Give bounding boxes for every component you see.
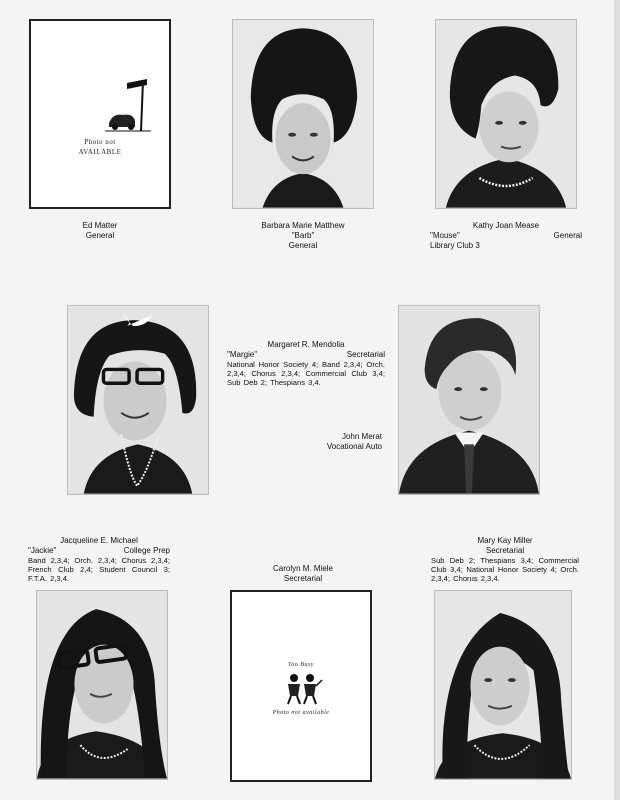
placeholder-caption-line2: AVAILABLE	[78, 148, 122, 156]
student-caption-jacqueline-michael	[28, 536, 170, 583]
student-caption-john-merat	[290, 432, 382, 452]
portrait-image	[436, 20, 576, 208]
student-activities: Band 2,3,4; Orch. 2,3,4; Chorus 2,3,4; French Club 2,4; Student Council 3; F.T.A. 2,3,4.	[28, 556, 170, 583]
student-caption-ed-matter	[29, 221, 171, 241]
student-caption-mary-miller	[431, 536, 579, 583]
student-activities: Sub Deb 2; Thespians 3,4; Commercial Club 3,4; National Honor Society 4; Orch. 2,3,4; Chorus 2,3,4.	[431, 556, 579, 583]
running-kids-sketch-icon	[282, 672, 324, 706]
student-course: General	[553, 231, 582, 240]
student-name: Carolyn M. Miele	[272, 564, 333, 573]
portrait-image	[233, 20, 373, 208]
student-name: Jacqueline E. Michael	[60, 536, 138, 545]
student-caption-kathy-mease	[430, 221, 582, 251]
student-nickname: "Margie"	[227, 350, 258, 359]
student-name: Barbara Marie Matthew	[261, 221, 345, 230]
student-photo-kathy-mease	[435, 19, 577, 209]
student-nickname: "Barb"	[291, 231, 315, 240]
student-nickname: "Mouse"	[430, 231, 460, 240]
student-course: Vocational Auto	[326, 442, 382, 451]
student-course: College Prep	[123, 546, 170, 555]
student-nickname: "Jackie"	[28, 546, 57, 555]
placeholder-caption-line2: Photo not available	[272, 710, 330, 716]
student-activities: Library Club 3	[430, 241, 480, 250]
student-course: General	[85, 231, 115, 240]
portrait-image	[68, 306, 208, 494]
student-name: Ed Matter	[82, 221, 118, 230]
portrait-image	[435, 591, 571, 779]
student-photo-jacqueline-michael	[36, 590, 168, 780]
student-name: Kathy Joan Mease	[472, 221, 540, 230]
signpost-sketch-icon	[103, 77, 153, 133]
portrait-image	[37, 591, 167, 779]
too-busy-placeholder	[230, 590, 372, 782]
student-course: Secretarial	[485, 546, 525, 555]
student-photo-barbara-matthew	[232, 19, 374, 209]
student-caption-carolyn-miele	[232, 564, 374, 584]
student-course: Secretarial	[283, 574, 323, 583]
placeholder-caption-line1: Too Busy	[288, 662, 314, 668]
student-caption-margaret-mendolia	[227, 340, 385, 387]
student-caption-barbara-matthew	[232, 221, 374, 251]
student-photo-mary-miller	[434, 590, 572, 780]
student-photo-john-merat	[398, 305, 540, 495]
student-name: Margaret R. Mendolia	[267, 340, 345, 349]
student-photo-margaret-mendolia	[67, 305, 209, 495]
student-name: Mary Kay Miller	[477, 536, 533, 545]
student-activities: National Honor Society 4; Band 2,3,4; Orch. 2,3,4; Chorus 2,3,4; Commercial Club 3,4; Sub Deb 2; Thespians 3,4.	[227, 360, 385, 387]
portrait-image	[399, 306, 539, 494]
photo-not-available-placeholder	[29, 19, 171, 209]
student-course: General	[288, 241, 318, 250]
student-course: Secretarial	[346, 350, 385, 359]
student-name: John Merat	[341, 432, 382, 441]
placeholder-caption-line1: Photo not	[84, 138, 116, 146]
